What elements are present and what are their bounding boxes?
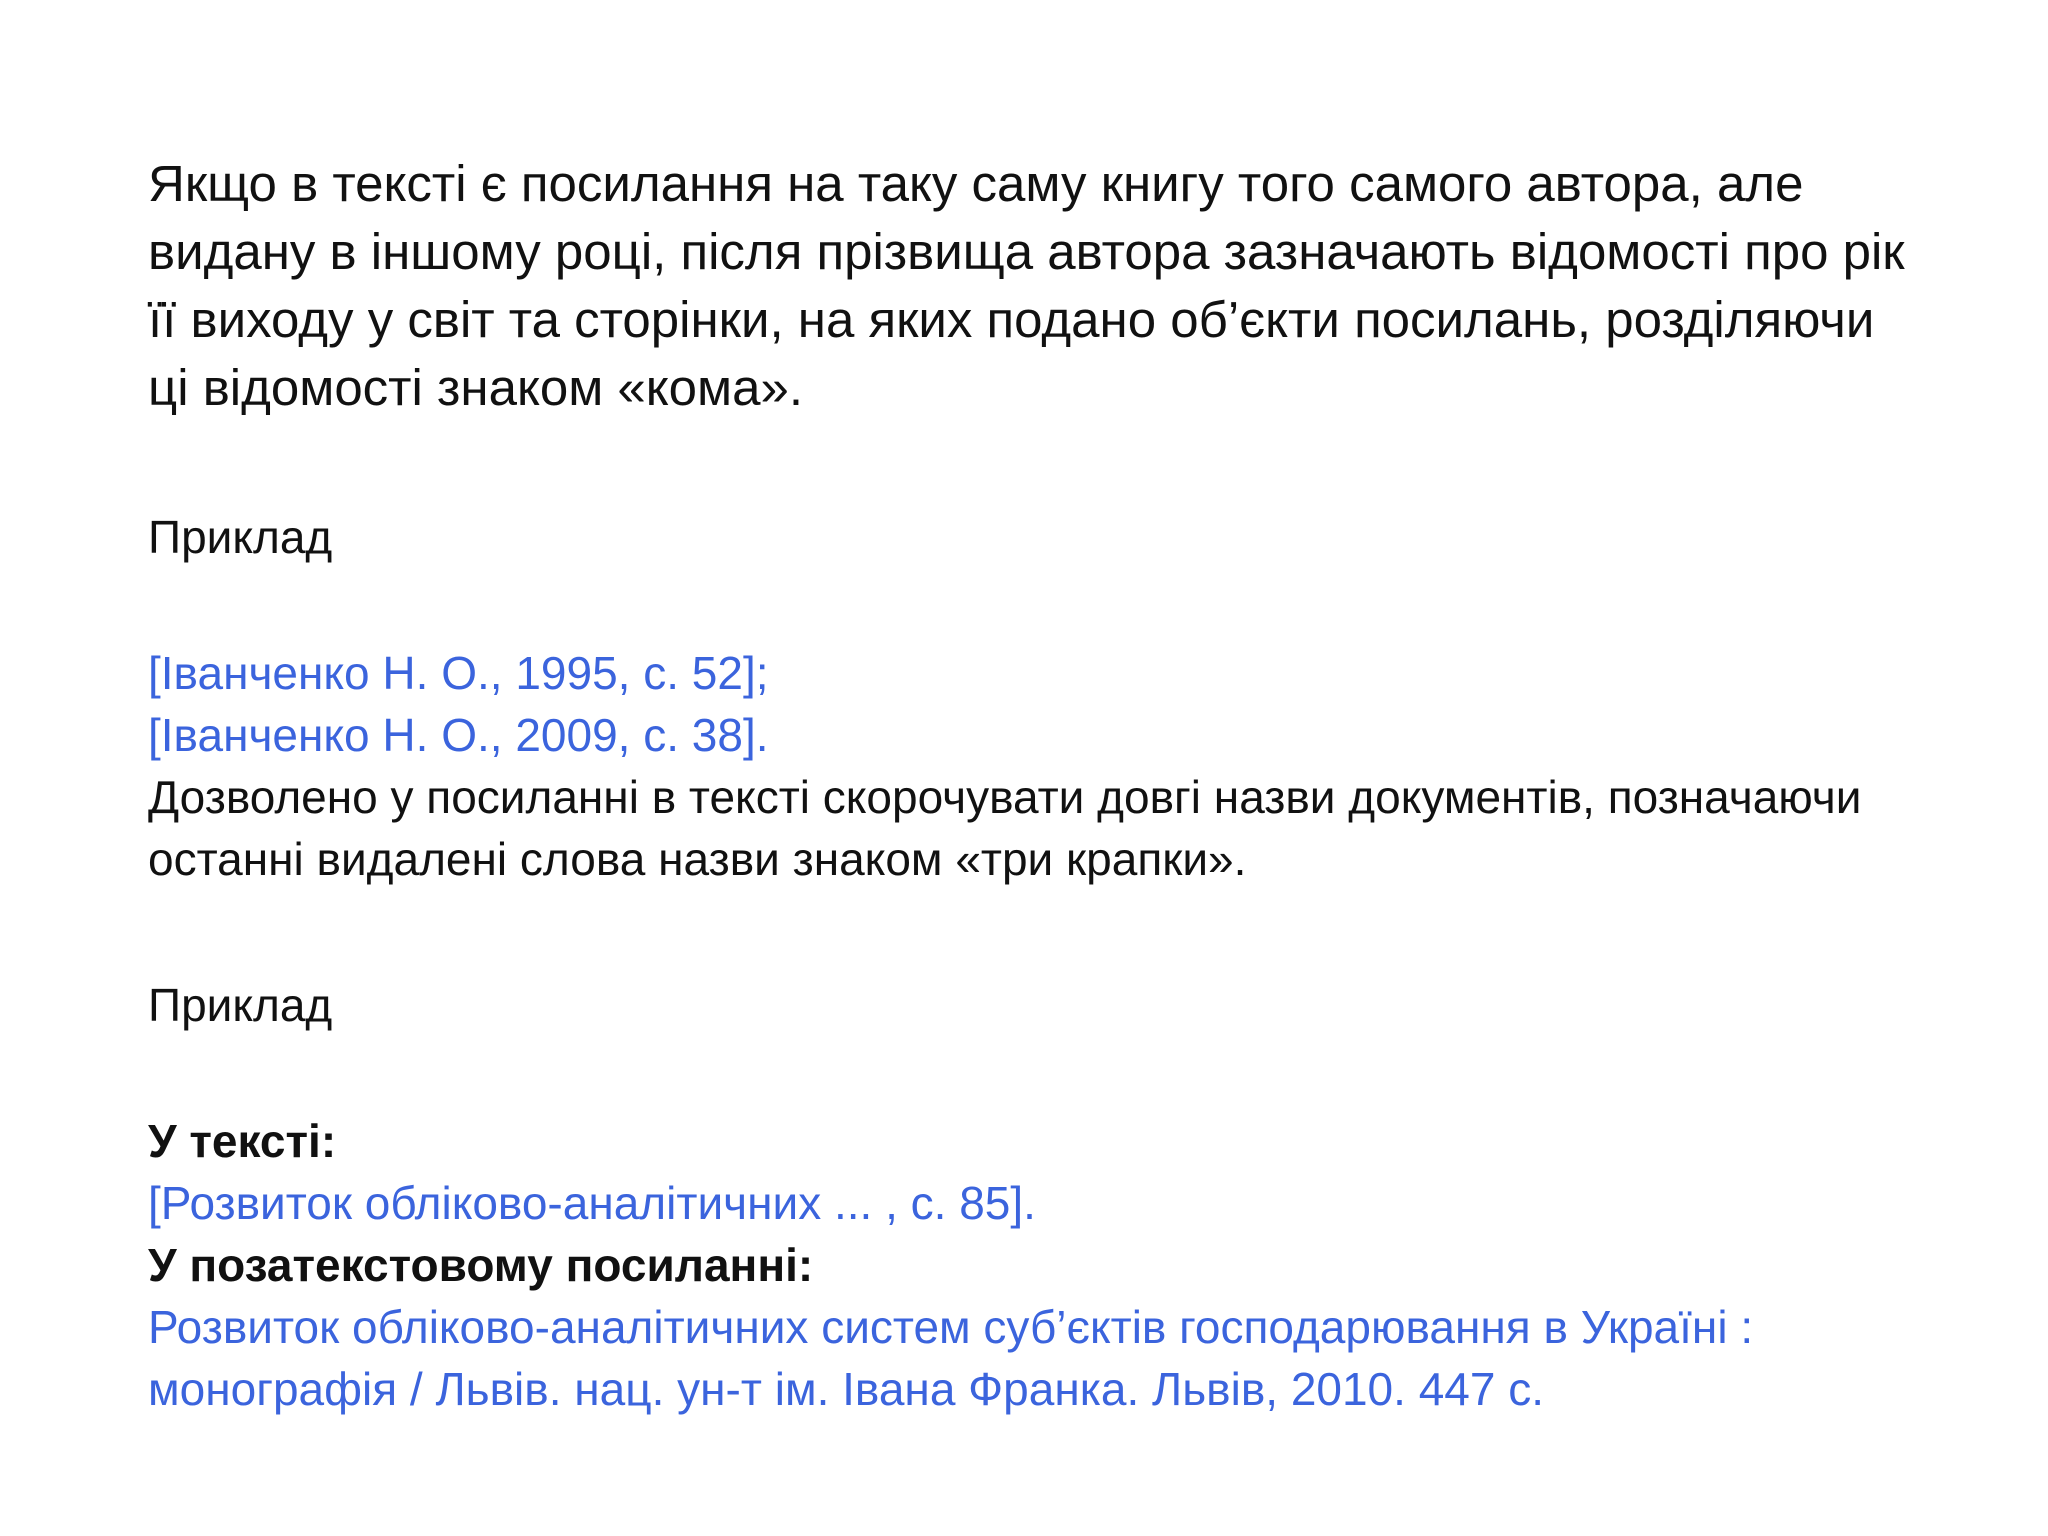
example-2-block: [148, 1110, 1948, 1420]
in-text-label: У тексті:: [148, 1115, 337, 1167]
example-label-2: Приклад: [148, 979, 333, 1031]
out-text-example: Розвиток обліково-аналітичних систем суб’єктів господарювання в Україні : монографія / Львів. нац. ун-т ім. Івана Франка. Львів, 2010. 447 с.: [148, 1301, 1754, 1415]
example-1-line-2: [Іванченко Н. О., 2009, с. 38].: [148, 709, 769, 761]
paragraph-same-author-different-year: Якщо в тексті є посилання на таку саму книгу того самого автора, але видану в іншому році, після прізвища автора зазначають відомості про рік її виходу у світ та сторінки, на яких подано об’єкти посилань, розділяючи ці відомості знаком «кома».: [148, 155, 1905, 416]
in-text-example: [Розвиток обліково-аналітичних ... , с. 85].: [148, 1177, 1036, 1229]
example-label-1: Приклад: [148, 511, 333, 563]
example-1-block: [148, 642, 1948, 766]
slide-content: [148, 150, 1948, 1420]
paragraph-abbreviation-rule: Дозволено у посиланні в тексті скорочувати довгі назви документів, позначаючи останні видалені слова назви знаком «три крапки».: [148, 771, 1862, 885]
example-1-line-1: [Іванченко Н. О., 1995, с. 52];: [148, 647, 769, 699]
out-text-label: У позатекстовому посиланні:: [148, 1239, 814, 1291]
